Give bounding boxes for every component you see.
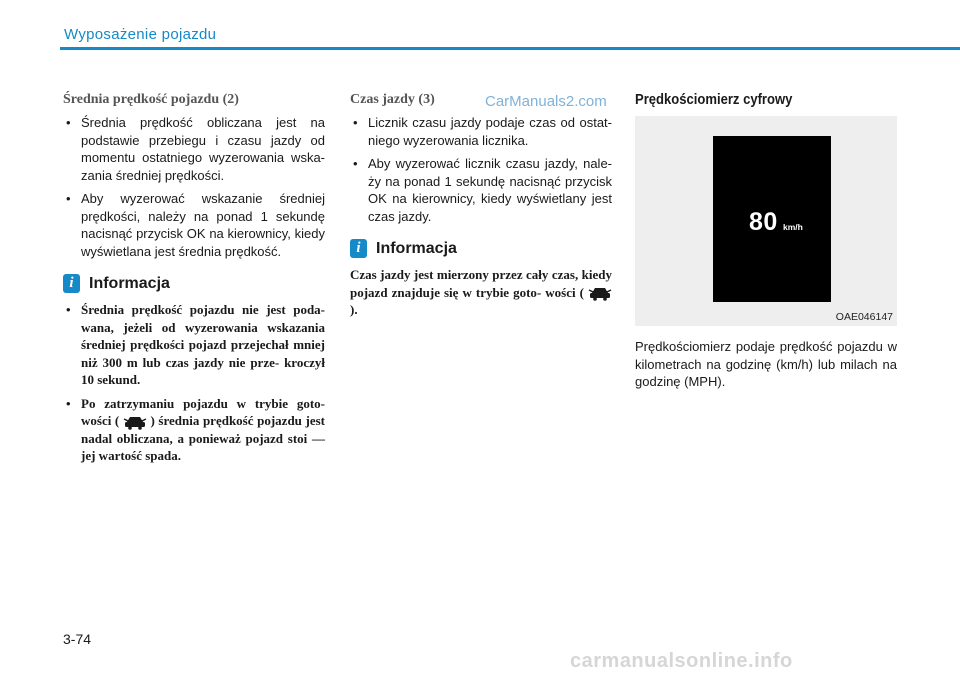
info-box-header	[350, 239, 612, 258]
average-speed-list	[63, 114, 325, 260]
list-item: • Aby wyzerować wskazanie średniej prędkości, należy na ponad 1 sekundę nacisnąć przycisk OK na kierownicy, kiedy wyświetlana jest średnia prędkość.	[63, 190, 325, 260]
info-title: Informacja	[89, 274, 170, 292]
info-icon: i	[63, 274, 80, 293]
info-text-part: Po zatrzymaniu pojazdu w trybie goto- wości (	[81, 395, 325, 428]
list-item: • Aby wyzerować licznik czasu jazdy, nale- ży na ponad 1 sekundę nacisnąć przycisk OK na kierownicy, kiedy wyświetlany jest czas jazdy.	[350, 155, 612, 225]
info-text-part: ).	[350, 302, 358, 318]
car-ready-icon	[588, 286, 612, 301]
list-item: • Licznik czasu jazdy podaje czas od ostat- niego wyzerowania licznika.	[350, 114, 612, 149]
speedometer-figure	[635, 116, 897, 326]
header-rule	[60, 47, 960, 50]
speedometer-text: Prędkościomierz podaje prędkość pojazdu w kilometrach na godzinę (km/h) lub milach na godzinę (MPH).	[635, 339, 897, 389]
column-average-speed	[63, 92, 325, 471]
list-item	[63, 395, 325, 465]
info-list	[63, 301, 325, 465]
speedometer-heading: Prędkościomierz cyfrowy	[635, 92, 793, 108]
page-number: 3-74	[63, 631, 92, 647]
info-text-part: Czas jazdy jest mierzony przez cały czas, kiedy pojazd znajduje się w trybie goto- wości (	[350, 267, 612, 300]
figure-code: OAE046147	[835, 311, 893, 323]
column-driving-time	[350, 92, 612, 319]
column-digital-speedometer	[635, 92, 897, 391]
info-text-part: ) średnia prędkość pojazdu jest nadal obliczana, a ponieważ pojazd stoi — jej wartość spada.	[81, 413, 325, 464]
average-speed-heading: Średnia prędkość pojazdu (2)	[63, 92, 239, 107]
speedometer-display	[713, 136, 831, 302]
info-paragraph	[350, 266, 612, 319]
footer-watermark: carmanualsonline.info	[570, 650, 793, 672]
section-header: Wyposażenie pojazdu	[64, 26, 217, 43]
list-item: • Średnia prędkość pojazdu nie jest poda- wana, jeżeli od wyzerowania wskazania średniej prędkości pojazd przejechał mniej niż 300 m lub czas jazdy nie prze- kroczył 10 sekund.	[63, 301, 325, 389]
car-ready-icon	[123, 415, 147, 430]
driving-time-heading: Czas jazdy (3)	[350, 92, 435, 107]
list-item: • Średnia prędkość obliczana jest na podstawie przebiegu i czasu jazdy od momentu ostatniego wyzerowania wska- zania średniej prędkości.	[63, 114, 325, 184]
speed-unit: km/h	[783, 222, 803, 232]
speed-value: 80	[749, 208, 778, 236]
info-icon: i	[350, 239, 367, 258]
watermark: CarManuals2.com	[485, 93, 607, 110]
driving-time-list	[350, 114, 612, 225]
info-title: Informacja	[376, 239, 457, 257]
info-box-header	[63, 274, 325, 293]
